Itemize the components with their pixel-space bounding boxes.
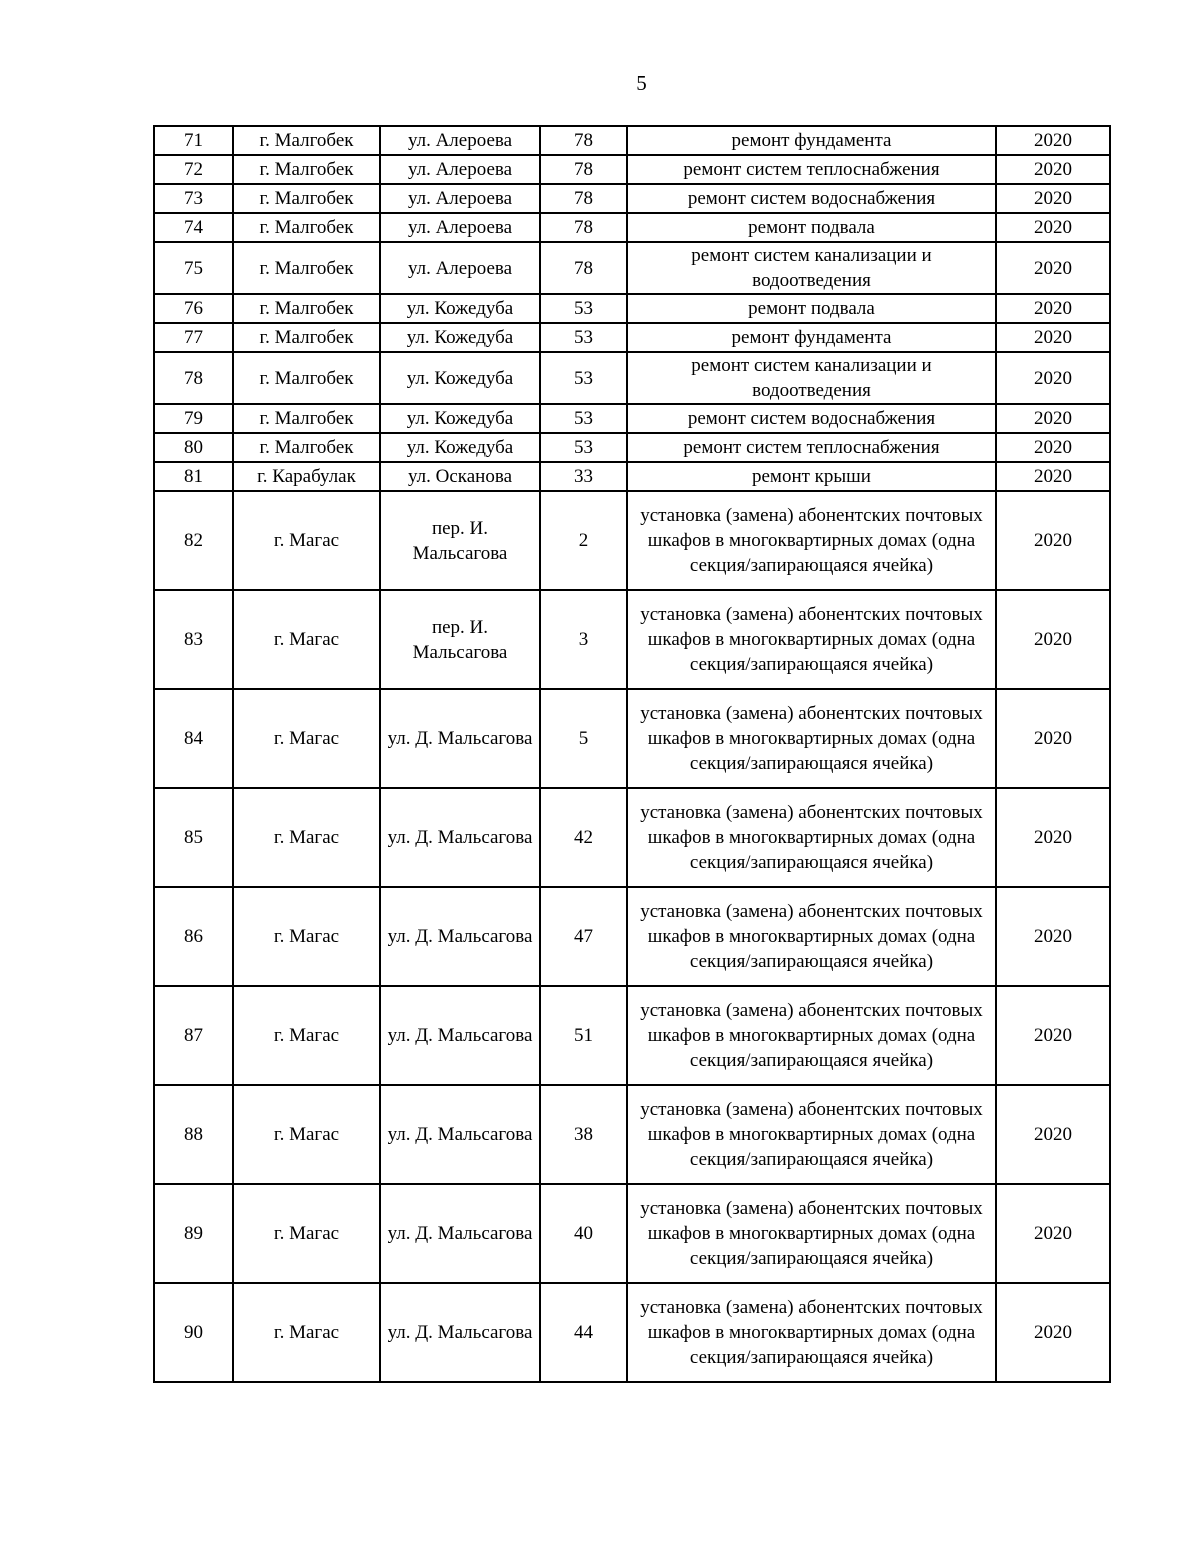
- house-number-cell: 3: [540, 590, 627, 689]
- house-number-cell: 47: [540, 887, 627, 986]
- work-type-cell: установка (замена) абонентских почтовых шкафов в многоквартирных домах (одна секция/запирающаяся ячейка): [627, 689, 996, 788]
- street-cell: ул. Д. Мальсагова: [380, 887, 540, 986]
- city-cell: г. Магас: [233, 788, 380, 887]
- row-number: 89: [154, 1184, 233, 1283]
- work-type-cell: ремонт подвала: [627, 213, 996, 242]
- city-cell: г. Малгобек: [233, 294, 380, 323]
- year-cell: 2020: [996, 242, 1110, 294]
- street-cell: ул. Осканова: [380, 462, 540, 491]
- row-number: 83: [154, 590, 233, 689]
- table-row: [154, 126, 1110, 155]
- work-type-cell: ремонт систем канализации и водоотведения: [627, 242, 996, 294]
- work-type-cell: ремонт подвала: [627, 294, 996, 323]
- city-cell: г. Магас: [233, 887, 380, 986]
- street-cell: ул. Алероева: [380, 242, 540, 294]
- city-cell: г. Магас: [233, 986, 380, 1085]
- work-type-cell: ремонт фундамента: [627, 126, 996, 155]
- table-row: [154, 1283, 1110, 1382]
- year-cell: 2020: [996, 294, 1110, 323]
- table-row: [154, 788, 1110, 887]
- table-row: [154, 404, 1110, 433]
- street-cell: ул. Д. Мальсагова: [380, 689, 540, 788]
- year-cell: 2020: [996, 462, 1110, 491]
- house-number-cell: 78: [540, 242, 627, 294]
- house-number-cell: 38: [540, 1085, 627, 1184]
- house-number-cell: 5: [540, 689, 627, 788]
- work-type-cell: установка (замена) абонентских почтовых шкафов в многоквартирных домах (одна секция/запирающаяся ячейка): [627, 590, 996, 689]
- city-cell: г. Малгобек: [233, 242, 380, 294]
- table-row: [154, 1085, 1110, 1184]
- house-number-cell: 78: [540, 184, 627, 213]
- street-cell: пер. И. Мальсагова: [380, 491, 540, 590]
- table-row: [154, 887, 1110, 986]
- street-cell: ул. Кожедуба: [380, 294, 540, 323]
- year-cell: 2020: [996, 689, 1110, 788]
- house-number-cell: 53: [540, 352, 627, 404]
- work-type-cell: ремонт систем канализации и водоотведения: [627, 352, 996, 404]
- street-cell: ул. Д. Мальсагова: [380, 1184, 540, 1283]
- city-cell: г. Магас: [233, 491, 380, 590]
- row-number: 78: [154, 352, 233, 404]
- street-cell: ул. Д. Мальсагова: [380, 788, 540, 887]
- year-cell: 2020: [996, 184, 1110, 213]
- year-cell: 2020: [996, 986, 1110, 1085]
- work-type-cell: ремонт систем водоснабжения: [627, 184, 996, 213]
- street-cell: ул. Алероева: [380, 155, 540, 184]
- house-number-cell: 78: [540, 126, 627, 155]
- table-row: [154, 184, 1110, 213]
- works-table: [153, 125, 1111, 1383]
- city-cell: г. Малгобек: [233, 184, 380, 213]
- year-cell: 2020: [996, 404, 1110, 433]
- city-cell: г. Малгобек: [233, 404, 380, 433]
- work-type-cell: установка (замена) абонентских почтовых шкафов в многоквартирных домах (одна секция/запирающаяся ячейка): [627, 1184, 996, 1283]
- row-number: 77: [154, 323, 233, 352]
- street-cell: ул. Д. Мальсагова: [380, 1085, 540, 1184]
- row-number: 85: [154, 788, 233, 887]
- table-body: [154, 126, 1110, 1382]
- house-number-cell: 44: [540, 1283, 627, 1382]
- year-cell: 2020: [996, 1283, 1110, 1382]
- street-cell: ул. Алероева: [380, 213, 540, 242]
- year-cell: 2020: [996, 155, 1110, 184]
- house-number-cell: 53: [540, 433, 627, 462]
- work-type-cell: ремонт крыши: [627, 462, 996, 491]
- street-cell: ул. Алероева: [380, 126, 540, 155]
- street-cell: ул. Кожедуба: [380, 433, 540, 462]
- city-cell: г. Магас: [233, 689, 380, 788]
- street-cell: ул. Кожедуба: [380, 404, 540, 433]
- house-number-cell: 78: [540, 213, 627, 242]
- city-cell: г. Малгобек: [233, 155, 380, 184]
- year-cell: 2020: [996, 126, 1110, 155]
- table-row: [154, 242, 1110, 294]
- work-type-cell: ремонт фундамента: [627, 323, 996, 352]
- year-cell: 2020: [996, 887, 1110, 986]
- row-number: 84: [154, 689, 233, 788]
- row-number: 90: [154, 1283, 233, 1382]
- house-number-cell: 33: [540, 462, 627, 491]
- house-number-cell: 42: [540, 788, 627, 887]
- street-cell: ул. Д. Мальсагова: [380, 1283, 540, 1382]
- year-cell: 2020: [996, 491, 1110, 590]
- row-number: 72: [154, 155, 233, 184]
- city-cell: г. Магас: [233, 1283, 380, 1382]
- work-type-cell: установка (замена) абонентских почтовых шкафов в многоквартирных домах (одна секция/запирающаяся ячейка): [627, 788, 996, 887]
- city-cell: г. Карабулак: [233, 462, 380, 491]
- house-number-cell: 53: [540, 294, 627, 323]
- row-number: 76: [154, 294, 233, 323]
- city-cell: г. Малгобек: [233, 126, 380, 155]
- house-number-cell: 51: [540, 986, 627, 1085]
- row-number: 87: [154, 986, 233, 1085]
- year-cell: 2020: [996, 1085, 1110, 1184]
- work-type-cell: ремонт систем водоснабжения: [627, 404, 996, 433]
- work-type-cell: установка (замена) абонентских почтовых шкафов в многоквартирных домах (одна секция/запирающаяся ячейка): [627, 1283, 996, 1382]
- city-cell: г. Малгобек: [233, 213, 380, 242]
- house-number-cell: 53: [540, 323, 627, 352]
- row-number: 88: [154, 1085, 233, 1184]
- table-row: [154, 462, 1110, 491]
- table-row: [154, 352, 1110, 404]
- street-cell: ул. Алероева: [380, 184, 540, 213]
- work-type-cell: ремонт систем теплоснабжения: [627, 155, 996, 184]
- year-cell: 2020: [996, 590, 1110, 689]
- house-number-cell: 2: [540, 491, 627, 590]
- year-cell: 2020: [996, 352, 1110, 404]
- row-number: 71: [154, 126, 233, 155]
- city-cell: г. Магас: [233, 1184, 380, 1283]
- table-row: [154, 689, 1110, 788]
- table-row: [154, 294, 1110, 323]
- street-cell: ул. Кожедуба: [380, 352, 540, 404]
- row-number: 82: [154, 491, 233, 590]
- row-number: 75: [154, 242, 233, 294]
- table-row: [154, 1184, 1110, 1283]
- table-row: [154, 986, 1110, 1085]
- work-type-cell: ремонт систем теплоснабжения: [627, 433, 996, 462]
- row-number: 81: [154, 462, 233, 491]
- year-cell: 2020: [996, 213, 1110, 242]
- house-number-cell: 40: [540, 1184, 627, 1283]
- year-cell: 2020: [996, 323, 1110, 352]
- city-cell: г. Магас: [233, 1085, 380, 1184]
- year-cell: 2020: [996, 788, 1110, 887]
- year-cell: 2020: [996, 433, 1110, 462]
- row-number: 80: [154, 433, 233, 462]
- house-number-cell: 53: [540, 404, 627, 433]
- work-type-cell: установка (замена) абонентских почтовых шкафов в многоквартирных домах (одна секция/запирающаяся ячейка): [627, 887, 996, 986]
- work-type-cell: установка (замена) абонентских почтовых шкафов в многоквартирных домах (одна секция/запирающаяся ячейка): [627, 1085, 996, 1184]
- street-cell: ул. Кожедуба: [380, 323, 540, 352]
- city-cell: г. Малгобек: [233, 323, 380, 352]
- row-number: 86: [154, 887, 233, 986]
- street-cell: пер. И. Мальсагова: [380, 590, 540, 689]
- house-number-cell: 78: [540, 155, 627, 184]
- year-cell: 2020: [996, 1184, 1110, 1283]
- table-row: [154, 433, 1110, 462]
- city-cell: г. Малгобек: [233, 433, 380, 462]
- work-type-cell: установка (замена) абонентских почтовых шкафов в многоквартирных домах (одна секция/запирающаяся ячейка): [627, 491, 996, 590]
- street-cell: ул. Д. Мальсагова: [380, 986, 540, 1085]
- row-number: 73: [154, 184, 233, 213]
- table-row: [154, 590, 1110, 689]
- table-row: [154, 213, 1110, 242]
- city-cell: г. Малгобек: [233, 352, 380, 404]
- row-number: 79: [154, 404, 233, 433]
- table-row: [154, 155, 1110, 184]
- table-row: [154, 323, 1110, 352]
- row-number: 74: [154, 213, 233, 242]
- page-number: 5: [636, 71, 647, 95]
- table-row: [154, 491, 1110, 590]
- work-type-cell: установка (замена) абонентских почтовых шкафов в многоквартирных домах (одна секция/запирающаяся ячейка): [627, 986, 996, 1085]
- city-cell: г. Магас: [233, 590, 380, 689]
